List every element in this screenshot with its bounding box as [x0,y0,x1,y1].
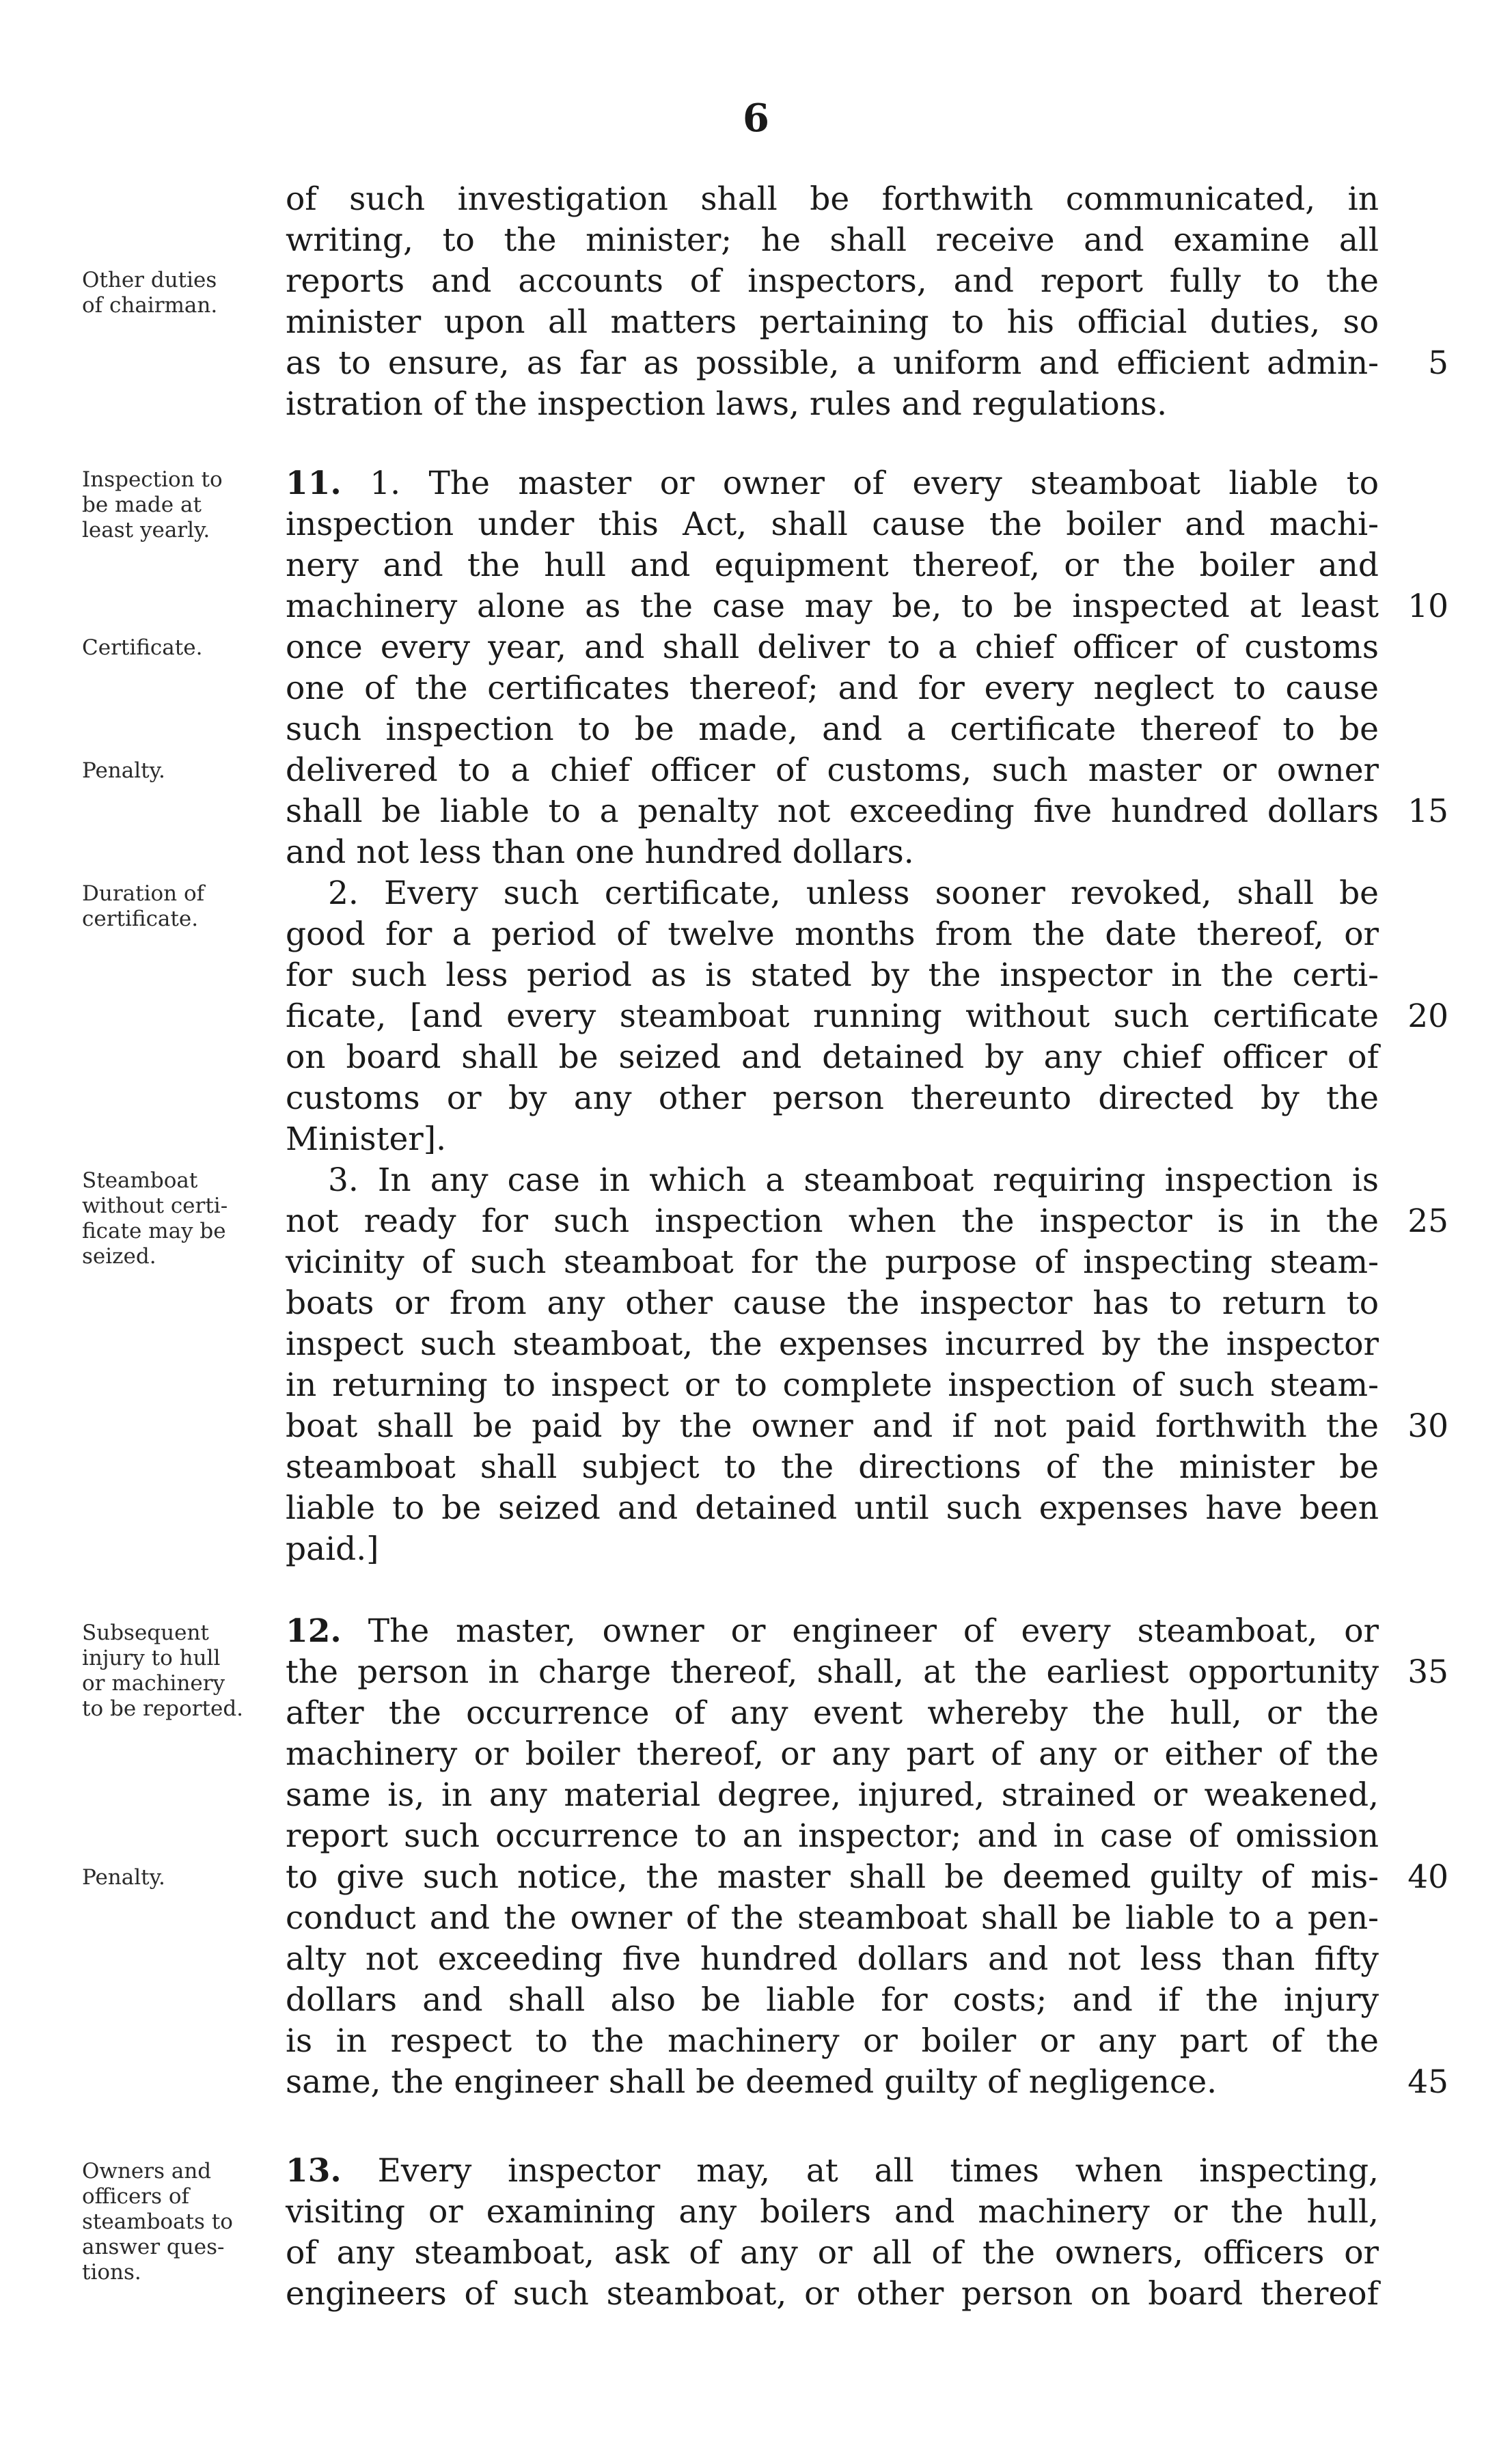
text-line: one of the certificates thereof; and for every neglect to cause [286,670,1379,707]
text-line [286,2151,1379,2192]
margin-note-penalty [82,758,273,784]
text-line: of such investigation shall be forthwith communicated, in [286,180,1379,218]
text-line: 3. In any case in which a steamboat requiring inspection is [328,1161,1379,1199]
text-line: after the occurrence of any event whereby the hull, or the [286,1694,1379,1732]
margin-note-line: ficate may be [82,1219,226,1243]
text-line: Minister]. [286,1120,447,1158]
section-number: 12. [286,1612,342,1650]
text-line: paid.] [286,1530,379,1568]
line-number: 35 [1407,1653,1448,1691]
line-text: 1. The master or owner of every steamboat liable to [341,465,1379,502]
text-line: delivered to a chief officer of customs, such master or owner [286,752,1379,789]
margin-note-line: tions. [82,2260,141,2285]
section-number: 13. [286,2152,342,2190]
margin-note-line: Certificate. [82,635,203,660]
text-line: of any steamboat, ask of any or all of the owners, officers or [286,2234,1379,2272]
margin-note-certificate [82,635,273,661]
margin-note-line: be made at [82,493,202,517]
text-line: minister upon all matters pertaining to his official duties, so [286,303,1379,341]
text-line: inspection under this Act, shall cause the boiler and machi- [286,506,1379,543]
text-line: the person in charge thereof, shall, at the earliest opportunity [286,1653,1379,1691]
text-line: boats or from any other cause the inspector has to return to [286,1284,1379,1322]
margin-note-penalty [82,1865,273,1890]
line-text: The master, owner or engineer of every steamboat, or [341,1612,1379,1650]
text-line: engineers of such steamboat, or other person on board thereof [286,2275,1379,2313]
text-line: istration of the inspection laws, rules and regulations. [286,385,1168,423]
margin-note-line: steamboats to [82,2209,233,2234]
text-line: report such occurrence to an inspector; and in case of omission [286,1817,1379,1855]
line-number: 45 [1407,2063,1448,2101]
text-line: inspect such steamboat, the expenses incurred by the inspector [286,1325,1379,1363]
margin-note-line: to be reported. [82,1696,244,1721]
margin-note-line: answer ques- [82,2235,225,2259]
line-number: 15 [1407,793,1448,830]
text-line: in returning to inspect or to complete inspection of such steam- [286,1366,1379,1404]
margin-note-line: Owners and [82,2159,212,2184]
text-line: such inspection to be made, and a certificate thereof to be [286,711,1379,748]
text-line: conduct and the owner of the steamboat shall be liable to a pen- [286,1899,1379,1937]
margin-note-other-duties [82,268,273,318]
text-line: visiting or examining any boilers and machinery or the hull, [286,2193,1379,2231]
margin-note-line: seized. [82,1244,156,1269]
text-line: nery and the hull and equipment thereof, or the boiler and [286,547,1379,584]
text-line: same is, in any material degree, injured, strained or weakened, [286,1776,1379,1814]
margin-note-line: Other duties [82,268,217,292]
margin-note-line: injury to hull [82,1646,221,1670]
margin-note-line: certificate. [82,907,199,931]
line-number: 30 [1407,1407,1448,1445]
text-line: good for a period of twelve months from the date thereof, or [286,915,1379,953]
text-line: ficate, [and every steamboat running without such certificate [286,997,1379,1035]
margin-note-line: officers of [82,2184,190,2209]
text-line: machinery alone as the case may be, to be inspected at least [286,588,1379,625]
text-line: shall be liable to a penalty not exceeding five hundred dollars [286,793,1379,830]
text-line: vicinity of such steamboat for the purpose of inspecting steam- [286,1243,1379,1281]
text-line: not ready for such inspection when the inspector is in the [286,1202,1379,1240]
line-number: 10 [1407,588,1448,625]
line-number: 20 [1407,997,1448,1035]
margin-note-line: Inspection to [82,467,223,492]
text-line [286,463,1379,504]
margin-note-line: Duration of [82,881,205,906]
section-number: 11. [286,465,342,502]
margin-note-line: of chairman. [82,293,218,318]
margin-note-line: Subsequent [82,1621,209,1645]
margin-note-line: without certi- [82,1194,228,1218]
text-line: boat shall be paid by the owner and if not paid forthwith the [286,1407,1379,1445]
margin-note-inspection-yearly [82,467,273,543]
text-line: 2. Every such certificate, unless sooner revoked, shall be [328,874,1379,912]
text-line: writing, to the minister; he shall receive and examine all [286,221,1379,259]
margin-note-line: Steamboat [82,1168,198,1193]
text-line: to give such notice, the master shall be deemed guilty of mis- [286,1858,1379,1896]
text-line: same, the engineer shall be deemed guilty of negligence. [286,2063,1218,2101]
text-line: is in respect to the machinery or boiler or any part of the [286,2022,1379,2060]
text-line: and not less than one hundred dollars. [286,834,914,871]
margin-note-owners-officers [82,2159,273,2285]
margin-note-line: Penalty. [82,1865,165,1890]
text-line: as to ensure, as far as possible, a uniform and efficient admin- [286,344,1379,382]
line-number: 5 [1428,344,1448,382]
margin-note-subsequent-injury [82,1621,273,1722]
text-line: liable to be seized and detained until such expenses have been [286,1489,1379,1527]
margin-note-line: Penalty. [82,758,165,783]
text-line: for such less period as is stated by the inspector in the certi- [286,956,1379,994]
text-line: dollars and shall also be liable for costs; and if the injury [286,1981,1379,2019]
text-line: steamboat shall subject to the directions of the minister be [286,1448,1379,1486]
text-line: machinery or boiler thereof, or any part of any or either of the [286,1735,1379,1773]
text-line: customs or by any other person thereunto directed by the [286,1079,1379,1117]
text-line: once every year, and shall deliver to a chief officer of customs [286,629,1379,666]
text-line: reports and accounts of inspectors, and report fully to the [286,262,1379,300]
margin-note-duration [82,881,273,932]
line-text: Every inspector may, at all times when inspecting, [341,2152,1379,2190]
page-number: 6 [743,96,769,141]
line-number: 40 [1407,1858,1448,1896]
margin-note-line: or machinery [82,1671,225,1696]
text-line: on board shall be seized and detained by any chief officer of [286,1038,1379,1076]
margin-note-line: least yearly. [82,518,210,542]
text-line: alty not exceeding five hundred dollars and not less than fifty [286,1940,1379,1978]
text-line [286,1611,1379,1652]
line-number: 25 [1407,1202,1448,1240]
margin-note-steamboat-seized [82,1168,273,1269]
